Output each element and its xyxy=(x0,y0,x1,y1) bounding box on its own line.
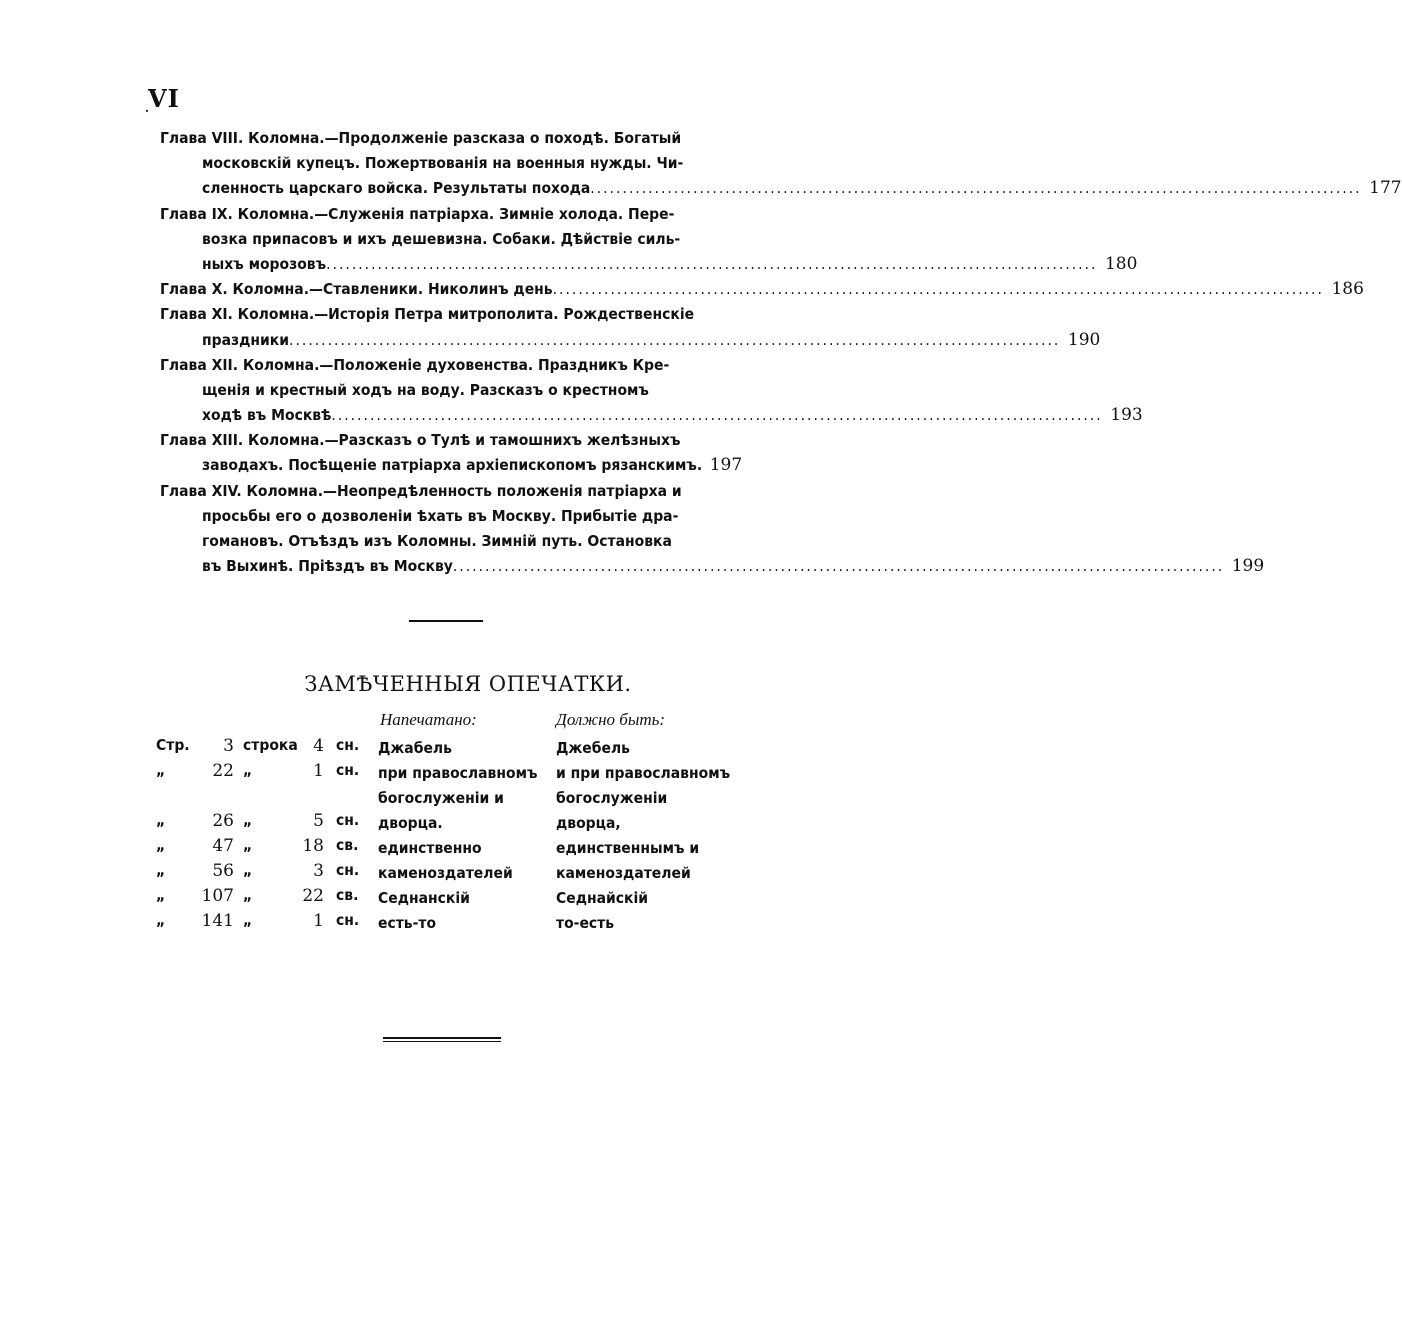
errata-line-number: 3 xyxy=(313,861,324,881)
errata-line-label: „ xyxy=(243,886,253,904)
column-header-printed: Напечатано: xyxy=(380,710,477,729)
toc-line-last xyxy=(160,554,1265,579)
toc-entry xyxy=(160,202,1138,278)
dot-leader: ........................................................................................................................ xyxy=(590,179,1362,198)
errata-printed: при православномъ богослуженіи и xyxy=(378,764,538,807)
errata-printed: каменоздателей xyxy=(378,864,513,882)
errata-page: 141 xyxy=(201,911,234,931)
toc-entry xyxy=(160,428,743,478)
errata-direction: сн. xyxy=(336,911,360,929)
errata-str: „ xyxy=(156,836,166,854)
errata-should-be: то-есть xyxy=(556,914,615,932)
toc-page-number: 197 xyxy=(709,455,743,476)
dot-leader: ........................................................................................................................ xyxy=(452,557,1225,576)
errata-direction: св. xyxy=(336,836,359,854)
end-divider xyxy=(383,1037,501,1042)
toc-line-text: въ Выхинѣ. Пріѣздъ въ Москву xyxy=(202,557,453,576)
errata-printed: есть-то xyxy=(378,914,437,932)
section-divider xyxy=(409,620,483,622)
errata-direction: сн. xyxy=(336,761,360,779)
errata-str: „ xyxy=(156,811,166,829)
toc-line-last xyxy=(160,277,1364,302)
dot-leader: ........................................................................................................................ xyxy=(326,254,1098,273)
errata-should-be: и при православномъ богослуженіи xyxy=(556,764,731,807)
errata-printed: Джабель xyxy=(378,739,452,757)
errata-direction: сн. xyxy=(336,811,360,829)
toc-line: возка припасовъ и ихъ дешевизна. Собаки. Дѣйствіе силь- xyxy=(202,229,681,248)
errata-str: „ xyxy=(156,861,166,879)
toc-line-last xyxy=(160,403,1143,428)
toc-line: Глава XIV. Коломна.—Неопредѣленность положенія патріарха и xyxy=(160,481,682,500)
dot-leader: ........................................................................................................................ xyxy=(289,330,1061,349)
errata-should-be: Джебель xyxy=(556,739,630,757)
errata-row xyxy=(156,886,756,911)
toc-line: Глава XII. Коломна.—Положеніе духовенства. Праздникъ Кре- xyxy=(160,355,670,374)
toc-page-number: 199 xyxy=(1231,556,1265,577)
toc-page-number: 177 xyxy=(1369,178,1402,199)
toc-line-last xyxy=(160,176,1402,201)
errata-page: 47 xyxy=(212,836,234,856)
toc-entry xyxy=(160,277,1364,302)
errata-row xyxy=(156,736,756,761)
errata-title: ЗАМѢЧЕННЫЯ ОПЕЧАТКИ. xyxy=(304,672,632,696)
toc-line: Глава VIII. Коломна.—Продолженіе разсказа о походѣ. Богатый xyxy=(160,129,682,147)
toc-page-number: 186 xyxy=(1331,279,1364,300)
errata-page: 3 xyxy=(223,736,234,756)
errata-direction: сн. xyxy=(336,861,360,879)
errata-line-label: „ xyxy=(243,836,253,854)
errata-line-label: „ xyxy=(243,911,253,929)
toc-line: просьбы его о дозволеніи ѣхать въ Москву. Прибытіе дра- xyxy=(202,506,679,525)
errata-page: 26 xyxy=(212,811,234,831)
errata-printed: единственно xyxy=(378,839,482,857)
toc-line: Глава XI. Коломна.—Исторія Петра митрополита. Рождественскіе xyxy=(160,305,695,324)
errata-should-be: каменоздателей xyxy=(556,864,691,882)
errata-should-be: единственнымъ и xyxy=(556,839,700,857)
errata-page: 22 xyxy=(212,761,234,781)
toc-line: гомановъ. Отъѣздъ изъ Коломны. Зимній путь. Остановка xyxy=(202,532,672,550)
errata-printed: дворца. xyxy=(378,814,443,832)
errata-direction: св. xyxy=(336,886,359,904)
toc-line-text: ходѣ въ Москвѣ xyxy=(202,406,332,425)
errata-line-number: 22 xyxy=(302,886,324,906)
dot-leader: ........................................................................................................................ xyxy=(331,406,1103,425)
errata-line-number: 5 xyxy=(313,811,324,831)
errata-page: 107 xyxy=(201,886,234,906)
errata-line-label: строка xyxy=(243,736,298,754)
toc-line-text: праздники xyxy=(202,330,290,349)
errata-page: 56 xyxy=(212,861,234,881)
errata-direction: сн. xyxy=(336,736,360,754)
page-number: ׅVI xyxy=(147,84,180,113)
toc-line-text: Глава X. Коломна.—Ставленики. Николинъ день xyxy=(160,280,553,299)
errata-line-number: 18 xyxy=(302,836,324,856)
errata-row xyxy=(156,836,756,861)
toc-line-last xyxy=(160,453,743,478)
toc-page-number: 180 xyxy=(1104,253,1138,274)
toc-entry xyxy=(160,353,1143,429)
toc-line: щенія и крестный ходъ на воду. Разсказъ о крестномъ xyxy=(202,380,649,399)
errata-str: „ xyxy=(156,886,166,904)
toc-line-last xyxy=(160,252,1138,277)
toc-line-text: заводахъ. Посѣщеніе патріарха архіепископомъ рязанскимъ. xyxy=(202,456,703,475)
errata-str: „ xyxy=(156,911,166,929)
errata-line-label: „ xyxy=(243,861,253,879)
toc-line-last xyxy=(160,328,1101,353)
toc-line: московскій купецъ. Пожертвованія на военныя нужды. Чи- xyxy=(202,154,684,173)
toc-entry xyxy=(160,479,1265,580)
errata-row xyxy=(156,811,756,836)
errata-str: „ xyxy=(156,761,166,779)
errata-should-be: дворца, xyxy=(556,814,621,832)
errata-line-number: 1 xyxy=(313,911,324,931)
errata-row xyxy=(156,911,756,936)
errata-str: Стр. xyxy=(156,736,190,754)
errata-row xyxy=(156,761,756,811)
errata-line-number: 4 xyxy=(313,736,324,756)
errata-row xyxy=(156,861,756,886)
errata-printed: Седнанскій xyxy=(378,889,470,907)
errata-should-be: Седнайскій xyxy=(556,889,649,907)
toc-line-text: сленность царскаго войска. Результаты похода xyxy=(202,179,591,198)
toc-line: Глава XIII. Коломна.—Разсказъ о Тулѣ и тамошнихъ желѣзныхъ xyxy=(160,431,681,450)
dot-leader: ........................................................................................................................ xyxy=(552,280,1324,299)
column-header-should-be: Должно быть: xyxy=(556,710,666,729)
toc-page-number: 190 xyxy=(1067,329,1101,350)
toc-entry xyxy=(160,126,1402,202)
errata-line-label: „ xyxy=(243,761,253,779)
errata-line-number: 1 xyxy=(313,761,324,781)
table-of-contents xyxy=(160,126,1402,579)
errata-table xyxy=(156,736,756,936)
toc-entry xyxy=(160,302,1101,352)
toc-page-number: 193 xyxy=(1110,405,1143,426)
toc-line: Глава IX. Коломна.—Служенія патріарха. Зимніе холода. Пере- xyxy=(160,204,675,223)
errata-line-label: „ xyxy=(243,811,253,829)
toc-line-text: ныхъ морозовъ xyxy=(202,254,327,273)
